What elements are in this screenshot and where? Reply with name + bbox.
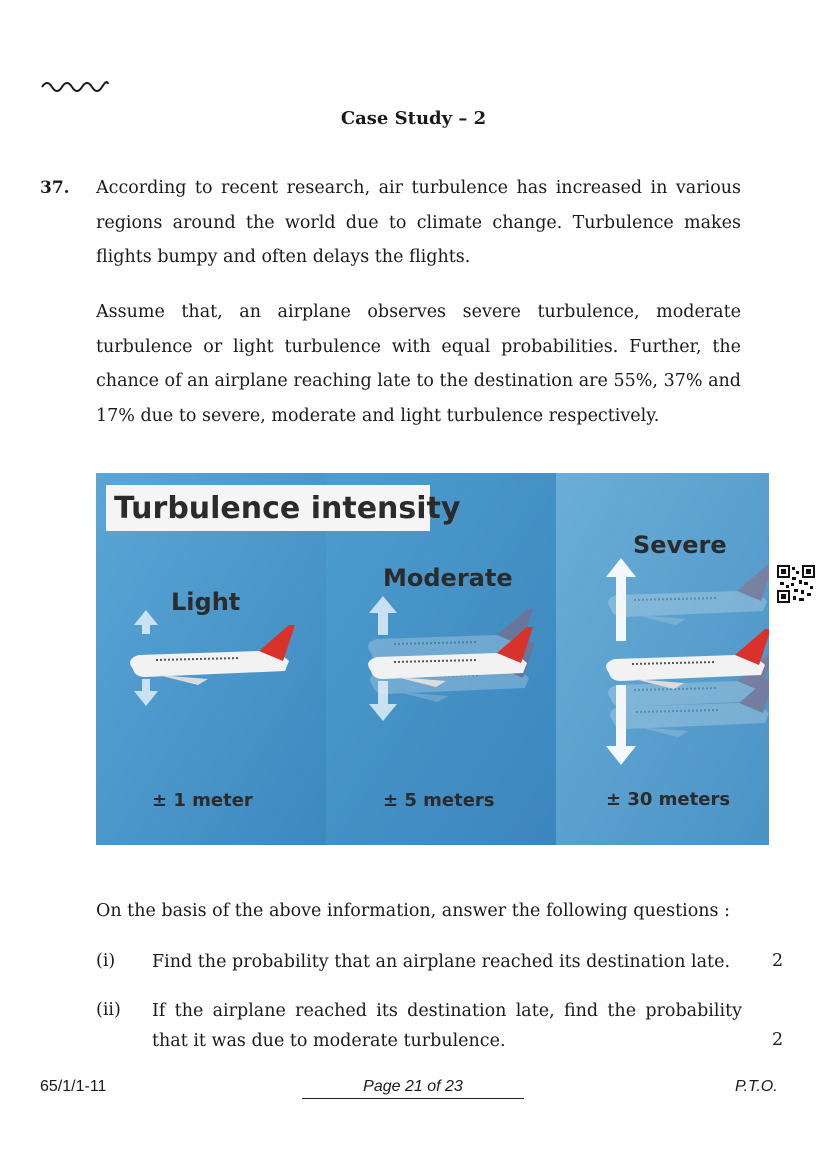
pto-label: P.T.O. xyxy=(735,1078,778,1095)
section-title: Case Study – 2 xyxy=(340,108,487,129)
instructions-text: On the basis of the above information, answer the following questions : xyxy=(96,901,730,921)
question-number: 37. xyxy=(40,178,70,198)
question-paragraph-2: Assume that, an airplane observes severe turbulence, moderate turbulence or light turbulence with equal probabilities. Further, the chance of an airplane reaching late to the destination are 55%, 37% and 17% due to severe, moderate and light turbulence respectively. xyxy=(96,302,741,426)
qr-code-icon xyxy=(777,565,815,603)
marks-value: 2 xyxy=(772,951,784,971)
question-paragraph-1: According to recent research, air turbulence has increased in various regions around the world due to climate change. Turbulence makes flights bumpy and often delays the flights. xyxy=(96,178,741,267)
figure-title: Turbulence intensity xyxy=(114,491,461,526)
wave-mark-icon xyxy=(40,74,110,96)
panel-measure-moderate: ± 5 meters xyxy=(383,790,495,811)
sub-question-text: Find the probability that an airplane reached its destination late. xyxy=(152,952,731,972)
marks-value: 2 xyxy=(772,1030,784,1050)
sub-question-number: (ii) xyxy=(96,1000,121,1020)
panel-measure-severe: ± 30 meters xyxy=(606,789,731,810)
turbulence-figure xyxy=(96,473,769,845)
panel-label-moderate: Moderate xyxy=(383,564,513,592)
paper-code: 65/1/1-11 xyxy=(40,1078,107,1095)
panel-label-severe: Severe xyxy=(633,531,727,559)
page-number: Page 21 of 23 xyxy=(302,1078,524,1099)
panel-measure-light: ± 1 meter xyxy=(152,790,253,811)
sub-question-text: If the airplane reached its destination late, find the probability that it was due to moderate turbulence. xyxy=(152,1001,742,1051)
panel-label-light: Light xyxy=(171,588,241,616)
sub-question-number: (i) xyxy=(96,951,116,971)
